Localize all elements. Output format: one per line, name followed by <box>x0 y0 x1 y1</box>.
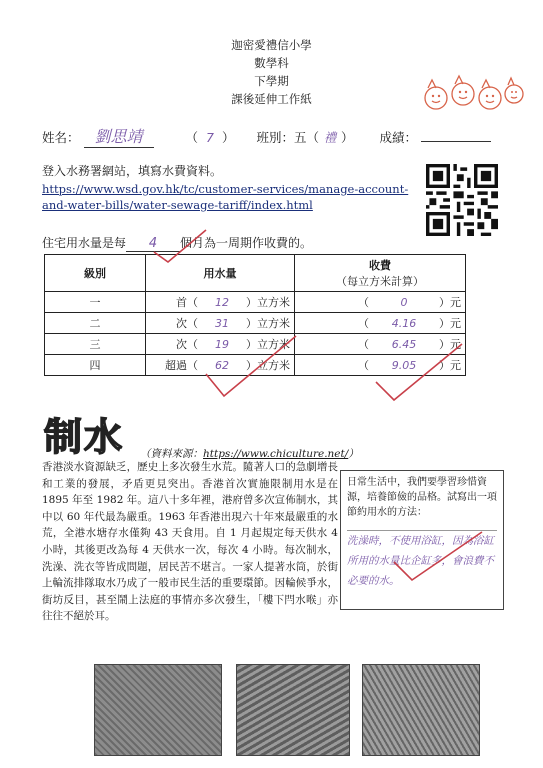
term: 下學期 <box>254 74 289 88</box>
fee-value: 4.16 <box>391 317 417 330</box>
table-header-row <box>45 255 466 292</box>
school-name: 迦密愛禮信小學 <box>231 38 312 52</box>
level-cell: 二 <box>45 313 146 334</box>
fee-unit: ）元 <box>439 338 461 351</box>
fee-unit: ）元 <box>439 296 461 309</box>
level-cell: 四 <box>45 355 146 376</box>
col-level: 級別 <box>45 255 146 292</box>
reflection-prompt: 日常生活中，我們要學習珍惜資源，培養節儉的品格。試寫出一項節約用水的方法： <box>347 477 497 518</box>
worksheet-title: 課後延伸工作紙 <box>231 92 312 106</box>
fee-value: 6.45 <box>391 338 417 351</box>
table-row: 四 超過（ 62 ）立方米 （ 9.05 ）元 <box>45 355 466 376</box>
class-value: 禮 <box>323 130 337 145</box>
usage-unit: ）立方米 <box>246 338 290 351</box>
fee-value: 0 <box>400 296 408 309</box>
fee-unit: ）元 <box>439 359 461 372</box>
level-cell: 一 <box>45 292 146 313</box>
number-value: 7 <box>206 130 214 145</box>
fee-value: 9.05 <box>391 359 417 372</box>
col-fee-title: 收費 <box>369 259 391 272</box>
table-row: 三 次（ 19 ）立方米 （ 6.45 ）元 <box>45 334 466 355</box>
wsd-link-line2[interactable]: and-water-bills/water-sewage-tariff/index.html <box>42 198 313 212</box>
name-value: 劉思靖 <box>84 124 154 148</box>
source-close: ） <box>348 448 359 460</box>
tick-mark-icon <box>388 528 488 584</box>
class-label: 班別：五（ <box>256 130 320 145</box>
cartoon-characters-icon <box>418 68 524 120</box>
source-url[interactable]: https://www.chiculture.net/ <box>203 448 349 460</box>
story-paragraph: 香港淡水資源缺乏，歷史上多次發生水荒。隨著人口的急劇增長和工業的發展，矛盾更見突出。香港首次實施限制用水是在 1895 年至 1982 年。這八十多年裡，港府曾多次宣佈制水，其中以 60 年代最為嚴重。1963 年香港出現六十年來最嚴重的水荒，全港水塘存水僅夠 43 天食用。自 1 月起規定每天供水 4 小時，其後更改為每 4 天供水一次，每次 4 小時。每次制水，洗澡、洗衣等皆成問題，居民苦不堪言。一家人提著水筒，於街上輪流排隊取水乃成了一般市民生活的重要環節。因輪候爭水，街坊反目，甚至鬧上法庭的事情亦多次發生，「樓下閂水喉」亦往往不絕於耳。 <box>42 461 338 623</box>
score-label: 成績： <box>379 130 418 145</box>
reflection-answer: 洗澡時，不使用浴缸，因為浴缸所用的水量比企缸多，會浪費不必要的水。 <box>347 530 497 591</box>
tick-mark-icon <box>200 330 480 410</box>
period-prefix: 住宅用水量是每 <box>42 236 127 250</box>
number-open: （ <box>185 130 198 145</box>
photo-street-queue <box>362 664 480 756</box>
instruction: 登入水務署網站，填寫水費資料。 <box>42 164 223 178</box>
usage-unit: ）立方米 <box>246 317 290 330</box>
usage-prefix: 超過（ <box>165 359 198 372</box>
photo-crowd-queue <box>236 664 350 756</box>
tick-mark-icon <box>150 226 210 266</box>
score-field <box>421 127 491 142</box>
col-usage: 用水量 <box>146 255 295 292</box>
usage-prefix: 次（ <box>176 317 198 330</box>
level-cell: 三 <box>45 334 146 355</box>
usage-prefix: 次（ <box>176 338 198 351</box>
qr-code-icon <box>426 164 498 236</box>
usage-unit: ）立方米 <box>246 296 290 309</box>
source-label: （資料來源： <box>140 448 203 460</box>
photo-children-queue <box>94 664 222 756</box>
table-row: 一 首（ 12 ）立方米 （ 0 ）元 <box>45 292 466 313</box>
subject: 數學科 <box>254 56 289 70</box>
wsd-link-line1[interactable]: https://www.wsd.gov.hk/tc/customer-services/manage-account- <box>42 182 409 196</box>
name-label: 姓名： <box>42 130 80 145</box>
usage-prefix: 首（ <box>176 296 198 309</box>
period-suffix: 個月為一周期作收費的。 <box>180 236 313 250</box>
usage-unit: ）立方米 <box>246 359 290 372</box>
student-info-row <box>42 124 512 146</box>
usage-value: 62 <box>215 359 229 372</box>
table-row: 二 次（ 31 ）立方米 （ 4.16 ）元 <box>45 313 466 334</box>
usage-value: 19 <box>215 338 229 351</box>
fee-unit: ）元 <box>439 317 461 330</box>
col-fee-note: （每立方米計算） <box>336 275 424 288</box>
section-title: 制水 <box>44 415 125 459</box>
period-value: 4 <box>126 236 180 252</box>
usage-value: 12 <box>215 296 229 309</box>
number-close: ） <box>222 130 235 145</box>
class-close: ） <box>341 130 354 145</box>
usage-value: 31 <box>215 317 229 330</box>
col-fee <box>295 255 466 292</box>
